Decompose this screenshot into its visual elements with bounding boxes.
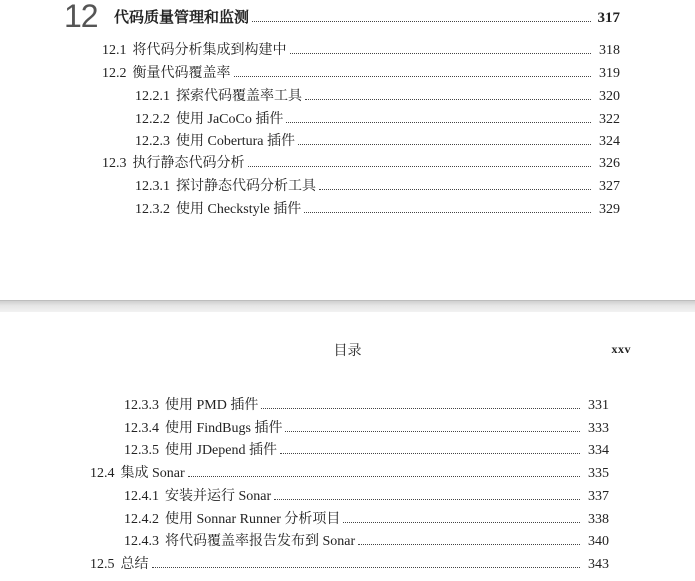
toc-entry-row [135, 108, 620, 128]
entry-page: 340 [588, 534, 609, 549]
entry-number: 12.3.3 [124, 398, 159, 413]
dot-leader [358, 544, 580, 545]
dot-leader [290, 53, 592, 54]
entry-page: 334 [588, 443, 609, 458]
dot-leader [304, 212, 591, 213]
entry-title: 使用 Sonnar Runner 分析项目 [165, 512, 341, 527]
entry-page: 324 [599, 134, 620, 149]
entry-title: 执行静态代码分析 [132, 156, 245, 171]
toc-entry-row [102, 152, 620, 172]
entry-title: 将代码分析集成到构建中 [132, 43, 287, 58]
toc-entry-row [124, 417, 609, 437]
dot-leader [274, 499, 580, 500]
entry-page: 333 [588, 421, 609, 436]
running-header-title: 目录 [333, 342, 362, 358]
entry-number: 12.4 [90, 466, 115, 481]
entry-title: 使用 JaCoCo 插件 [176, 112, 284, 127]
entry-page: 322 [599, 112, 620, 127]
chapter-title: 代码质量管理和监测 [114, 10, 250, 26]
entry-title: 使用 PMD 插件 [165, 398, 259, 413]
entry-page: 327 [599, 179, 620, 194]
toc-entry-row [124, 394, 609, 414]
toc-chapter-row [114, 6, 620, 27]
entry-title: 安装并运行 Sonar [165, 489, 272, 504]
entry-number: 12.4.2 [124, 512, 159, 527]
entry-title: 探索代码覆盖率工具 [176, 89, 302, 104]
entry-page: 343 [588, 557, 609, 572]
entry-title: 使用 Checkstyle 插件 [176, 202, 302, 217]
toc-entry-row [135, 175, 620, 195]
page-number-roman: xxv [611, 342, 631, 356]
entry-page: 319 [599, 66, 620, 81]
entry-number: 12.2.3 [135, 134, 170, 149]
entry-page: 338 [588, 512, 609, 527]
entry-number: 12.5 [90, 557, 115, 572]
entry-title: 使用 Cobertura 插件 [176, 134, 295, 149]
entry-page: 329 [599, 202, 620, 217]
toc-entry-row [124, 530, 609, 550]
toc-entry-row [90, 462, 609, 482]
entry-title: 集成 Sonar [120, 466, 185, 481]
entry-title: 衡量代码覆盖率 [132, 66, 231, 81]
entry-number: 12.3.5 [124, 443, 159, 458]
entry-title: 使用 FindBugs 插件 [165, 421, 283, 436]
entry-number: 12.2.1 [135, 89, 170, 104]
entry-title: 将代码覆盖率报告发布到 Sonar [165, 534, 356, 549]
toc-entry-row [124, 485, 609, 505]
dot-leader [305, 99, 591, 100]
dot-leader [248, 166, 592, 167]
entry-page: 320 [599, 89, 620, 104]
entry-title: 使用 JDepend 插件 [165, 443, 277, 458]
dot-leader [298, 144, 591, 145]
entry-number: 12.2 [102, 66, 127, 81]
entry-page: 335 [588, 466, 609, 481]
entry-title: 探讨静态代码分析工具 [176, 179, 316, 194]
entry-number: 12.3.4 [124, 421, 159, 436]
dot-leader [252, 21, 591, 22]
entry-page: 337 [588, 489, 609, 504]
toc-page-bottom [0, 312, 695, 581]
entry-number: 12.4.3 [124, 534, 159, 549]
toc-entry-row [124, 439, 609, 459]
dot-leader [343, 522, 580, 523]
entry-number: 12.3.1 [135, 179, 170, 194]
entry-page: 326 [599, 156, 620, 171]
toc-entry-row [135, 198, 620, 218]
chapter-number: 12 [64, 0, 98, 34]
dot-leader [188, 476, 580, 477]
entry-number: 12.4.1 [124, 489, 159, 504]
toc-entry-row [124, 508, 609, 528]
chapter-page: 317 [597, 10, 620, 26]
toc-entry-row [102, 39, 620, 59]
dot-leader [319, 189, 591, 190]
entry-number: 12.1 [102, 43, 127, 58]
toc-entry-row [135, 130, 620, 150]
entry-number: 12.2.2 [135, 112, 170, 127]
dot-leader [286, 122, 591, 123]
entry-page: 331 [588, 398, 609, 413]
toc-entry-row [102, 62, 620, 82]
toc-entry-row [90, 553, 609, 573]
dot-leader [280, 453, 580, 454]
dot-leader [285, 431, 580, 432]
dot-leader [261, 408, 580, 409]
entry-page: 318 [599, 43, 620, 58]
dot-leader [152, 567, 581, 568]
entry-number: 12.3 [102, 156, 127, 171]
dot-leader [234, 76, 592, 77]
entry-number: 12.3.2 [135, 202, 170, 217]
toc-entry-row [135, 85, 620, 105]
entry-title: 总结 [120, 557, 149, 572]
